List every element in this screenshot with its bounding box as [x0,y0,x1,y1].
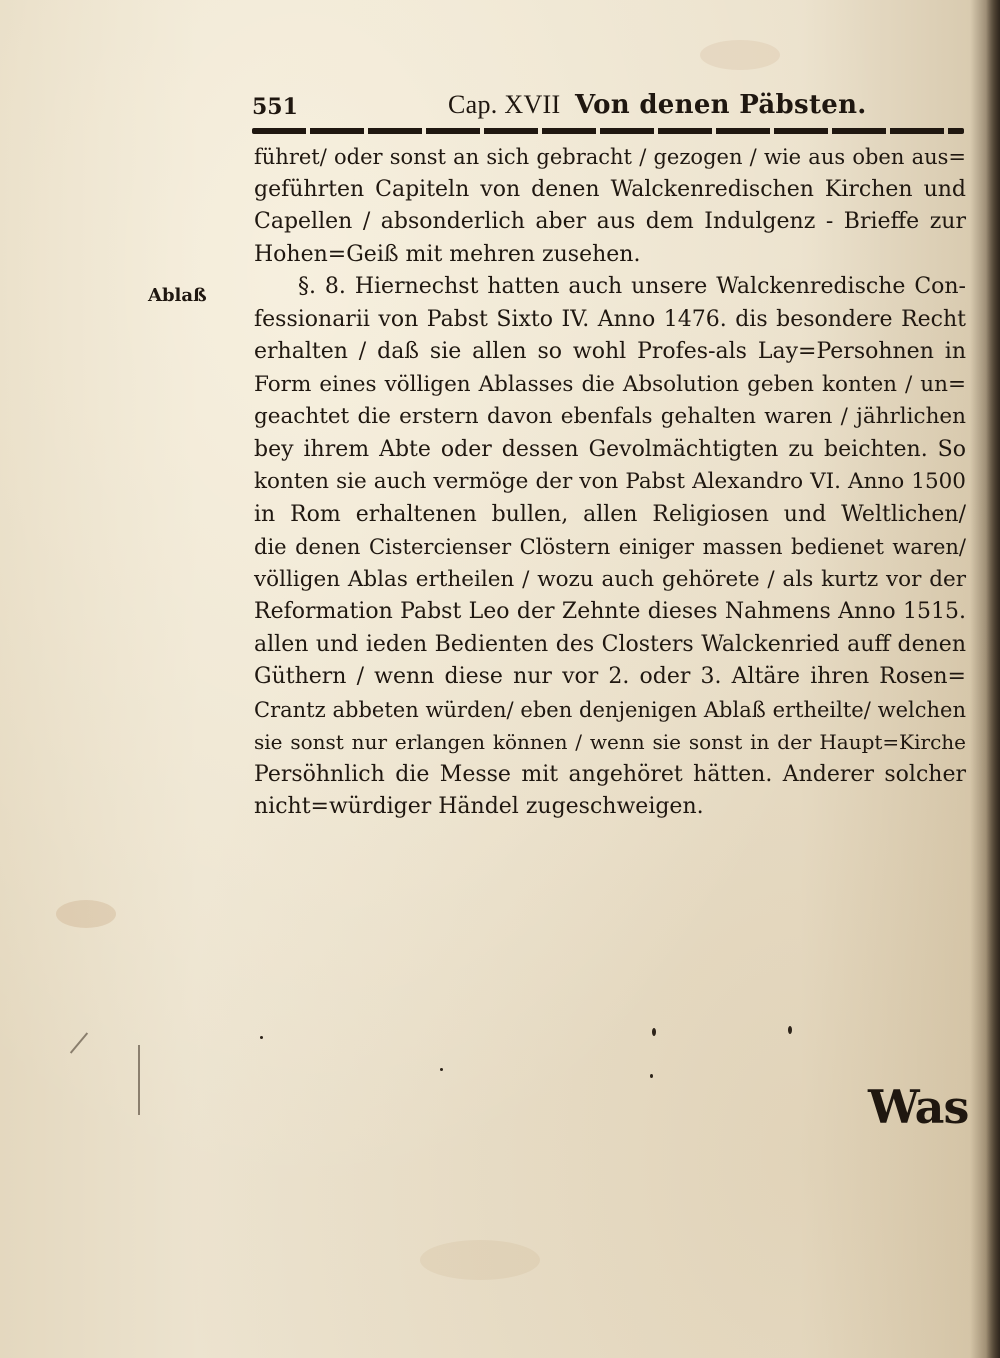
text-line: geführten Capiteln von denen Walckenredischen Kirchen und [254,176,966,202]
running-head [448,90,867,120]
text-line: in Rom erhaltenen bullen, allen Religiosen und Weltlichen/ [254,501,966,527]
text-line: konten sie auch vermöge der von Pabst Alexandro VI. Anno 1500 [254,469,966,494]
running-title: Von denen Päbsten. [575,90,867,120]
paper-stain [56,900,116,928]
text-line: Form eines völligen Ablasses die Absolution geben konten / un= [254,371,966,397]
text-line: Capellen / absonderlich aber aus dem Indulgenz - Brieffe zur [254,209,966,234]
paper-speck [650,1074,653,1078]
chapter-label: Cap. XVII [448,90,561,119]
paper-stain [700,40,780,70]
text-line: Reformation Pabst Leo der Zehnte dieses Nahmens Anno 1515. [254,599,966,624]
catchword: Was [868,1080,969,1134]
text-line: §. 8. Hiernechst hatten auch unsere Walckenredische Con- [298,274,966,299]
text-line: Hohen=Geiß mit mehren zusehen. [254,241,641,267]
text-line: nicht=würdiger Händel zugeschweigen. [254,794,704,819]
text-line: fessionarii von Pabst Sixto IV. Anno 1476. dis besondere Recht [254,306,966,332]
page-edge-shadow [986,0,1000,1358]
paper-mark [138,1045,140,1115]
body-text [254,141,966,824]
paper-stain [420,1240,540,1280]
paper-speck [260,1036,263,1039]
text-line: führet/ oder sonst an sich gebracht / gezogen / wie aus oben aus= [254,145,966,169]
paper-mark [70,1032,88,1053]
text-line: Güthern / wenn diese nur vor 2. oder 3. Altäre ihren Rosen= [254,664,966,689]
paper-speck [788,1026,792,1034]
page-header [252,88,964,128]
text-line: allen und ieden Bedienten des Closters Walckenried auff denen [254,631,966,657]
text-line: Crantz abbeten würden/ eben denjenigen Ablaß ertheilte/ welchen [254,697,966,722]
text-line: erhalten / daß sie allen so wohl Profes-als Lay=Persohnen in [254,339,966,364]
header-rule [252,128,964,134]
page-number: 551 [252,94,298,120]
text-line: Persöhnlich die Messe mit angehöret hätten. Anderer solcher [254,761,966,787]
paper-speck [440,1068,443,1071]
text-line: die denen Cistercienser Clöstern einiger massen bedienet waren/ [254,535,966,559]
text-line: geachtet die erstern davon ebenfals gehalten waren / jährlichen [254,404,966,429]
paper-speck [652,1028,656,1036]
margin-note: Ablaß [148,285,207,306]
text-line: völligen Ablas ertheilen / wozu auch gehörete / als kurtz vor der [254,566,966,592]
text-line: sie sonst nur erlangen können / wenn sie sonst in der Haupt=Kirche [254,730,966,754]
text-line: bey ihrem Abte oder dessen Gevolmächtigten zu beichten. So [254,436,966,462]
